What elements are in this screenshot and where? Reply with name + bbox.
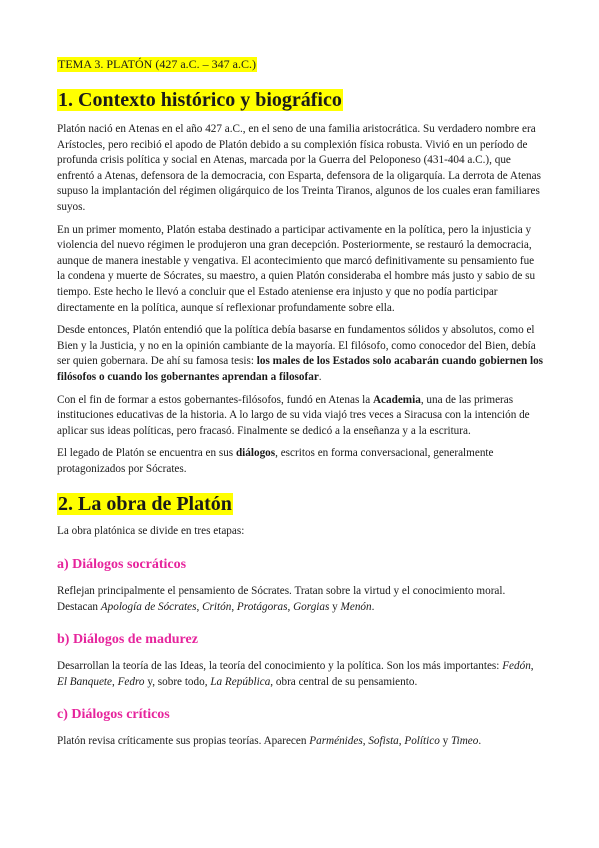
subsection-a-heading: a) Diálogos socráticos — [57, 557, 187, 573]
subsection-a-text: Reflejan principalmente el pensamiento de Sócrates. Tratan sobre la virtud y el conocimiento moral. Destacan Apología de Sócrates, Critón, Protágoras, Gorgias y Menón. — [57, 585, 506, 613]
section-2-intro: La obra platónica se divide en tres etapas: — [57, 525, 245, 538]
paragraph-2: En un primer momento, Platón estaba destinado a participar activamente en la política, pero la injusticia y violencia del nuevo régimen le produjeron una gran decepción. Posteriormente, se restauró la democracia, aunque de manera inestable y vengativa. El acontecimiento que marcó definitivamente su pensamiento fue la condena y muerte de Sócrates, su maestro, a quien Platón consideraba el hombre más justo y sabio de su tiempo. Este hecho le llevó a concluir que el Estado ateniense era injusto y que no podía participar directamente en la política, aunque sí reflexionar profundamente sobre ella. — [57, 223, 536, 314]
famous-thesis: los males de los Estados solo acabarán cuando gobiernen los filósofos o cuando los gobernantes aprendan a filosofar — [57, 355, 544, 383]
document-page — [57, 55, 543, 750]
paragraph-4: Con el fin de formar a estos gobernantes-filósofos, fundó en Atenas la Academia, una de las primeras instituciones educativas de la historia. A lo largo de su vida viajó tres veces a Siracusa con la intención de aplicar sus ideas políticas, pero fracasó. Finalmente se dedicó a la enseñanza y a la escritura. — [57, 393, 530, 437]
section-2-heading: 2. La obra de Platón — [58, 493, 232, 516]
paragraph-3: Desde entonces, Platón entendió que la política debía basarse en fundamentos sólidos y absolutos, como el Bien y la Justicia, y no en la opinión cambiante de la mayoría. El filósofo, como conocedor del Bien, debía ser quien gobernara. De ahí su famosa tesis: los males de los Estados solo acabarán cuando gobiernen los filósofos o cuando los gobernantes aprendan a filosofar. — [57, 324, 544, 383]
paragraph-5: El legado de Platón se encuentra en sus diálogos, escritos en forma conversacional, generalmente protagonizados por Sócrates. — [57, 447, 494, 475]
section-1-heading: 1. Contexto histórico y biográfico — [58, 89, 342, 111]
subsection-c-text: Platón revisa críticamente sus propias teorías. Aparecen Parménides, Sofista, Político y Timeo. — [57, 735, 482, 748]
academia-term: Academia — [372, 393, 421, 406]
subsection-b-text: Desarrollan la teoría de las Ideas, la teoría del conocimiento y la política. Son los más importantes: Fedón, El Banquete, Fedro y, sobre todo, La República, obra central de su pensamiento. — [57, 660, 534, 688]
topic-label: TEMA 3. PLATÓN (427 a.C. – 347 a.C.) — [58, 57, 256, 71]
subsection-b-heading: b) Diálogos de madurez — [57, 632, 198, 648]
subsection-c-heading: c) Diálogos críticos — [57, 707, 170, 723]
paragraph-1: Platón nació en Atenas en el año 427 a.C., en el seno de una familia aristocrática. Su verdadero nombre era Arístocles, pero recibió el apodo de Platón debido a su complexión física robusta. Vivió en un período de profunda crisis política y social en Atenas, marcada por la Guerra del Peloponeso (431-404 a.C.), que enfrentó a Atenas, defensora de la democracia, con Esparta, defensora de la oligarquía. La derrota de Atenas supuso la implantación del régimen oligárquico de los Treinta Tiranos, algunos de los cuales eran familiares suyos. — [57, 123, 541, 213]
dialogos-term: diálogos — [235, 447, 276, 460]
